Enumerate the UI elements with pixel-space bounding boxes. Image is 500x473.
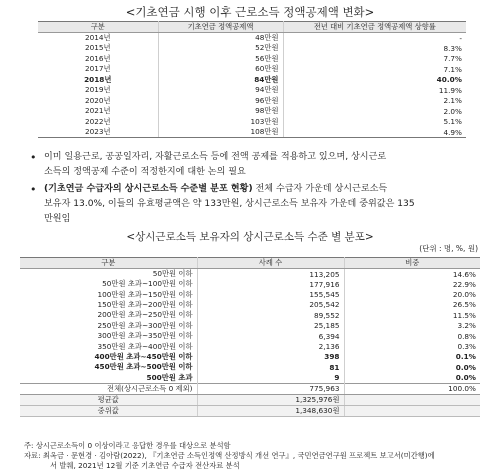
case-count-cell: 205,542 [197,300,344,310]
table-row [38,96,466,107]
increase-rate-cell: 7.1% [443,64,462,74]
income-range-cell: 350만원 초과~400만원 이하 [20,341,197,351]
table-row [20,383,480,394]
table-row [38,127,466,138]
column-header: 기초연금 정액공제액 [158,22,283,33]
share-cell: 20.0% [452,290,476,300]
year-cell: 2021년 [38,106,158,117]
stat-value-cell: 1,348,630원 [197,405,344,416]
income-range-cell: 300만원 초과~350만원 이하 [20,331,197,341]
share-cell: 14.6% [452,269,476,279]
column-header: 구분 [38,22,158,33]
bullet1-line2: 소득의 정액공제 수준이 적정한지에 대한 논의 필요 [44,167,246,177]
case-count-cell: 155,545 [197,289,344,299]
bullet2-line1: 전체 수급자 가운데 상시근로소득 [252,184,388,194]
table-row [38,117,466,128]
bullet-icon: • [30,183,37,196]
stat-label-cell: 평균값 [20,394,197,405]
table1-title: <기초연금 시행 이후 근로소득 정액공제액 변화> [125,5,375,19]
deduction-cell: 48만원 [158,33,283,44]
increase-rate-cell: 4.9% [283,127,466,138]
case-count-cell: 6,394 [197,331,344,341]
income-range-cell: 450만원 초과~500만원 이하 [20,362,197,372]
case-count-cell: 775,963 [197,383,344,394]
bullet2-heading: (기초연금 수급자의 상시근로소득 수준별 분포 현황) [44,184,253,194]
deduction-cell: 103만원 [158,117,283,128]
table-row [38,106,466,117]
table-header-row [38,22,466,33]
column-header: 비중 [344,258,480,269]
stat-value-cell: 1,325,976원 [197,394,344,405]
table-row [20,269,480,280]
increase-rate-cell: - [459,33,462,43]
note-source-cont: 서 발췌, 2021년 12월 기준 기초연금 수급자 전산자료 분석 [50,461,240,470]
notes [24,441,435,471]
case-count-cell: 9 [197,373,344,384]
increase-rate-cell: 40.0% [436,75,462,85]
deduction-cell: 52만원 [158,43,283,54]
table-row [20,279,480,289]
income-range-cell: 50만원 이하 [20,269,197,280]
year-cell: 2014년 [38,33,158,44]
deduction-cell: 56만원 [158,54,283,65]
case-count-cell: 81 [197,362,344,372]
table-row [38,64,466,75]
column-header: 전년 대비 기초연금 정액공제액 상향률 [283,22,466,33]
note-main: 주: 상시근로소득이 0 이상이라고 응답한 경우를 대상으로 분석함 [24,441,231,450]
table-header-row [20,258,480,269]
deduction-cell: 96만원 [158,96,283,107]
share-cell: 100.0% [344,383,480,394]
increase-rate-cell: 11.9% [438,85,462,95]
table-row [20,321,480,331]
bullet-discussion [30,150,386,180]
table-row [38,75,466,86]
share-cell: 26.5% [452,300,476,310]
stat-empty-cell [344,405,480,416]
deduction-cell: 60만원 [158,64,283,75]
case-count-cell: 89,552 [197,310,344,320]
share-cell: 0.8% [457,331,476,341]
year-cell: 2023년 [38,127,158,138]
increase-rate-cell: 8.3% [443,43,462,53]
deduction-cell: 94만원 [158,85,283,96]
income-range-cell: 150만원 초과~200만원 이하 [20,300,197,310]
table-row [20,310,480,320]
case-count-cell: 113,205 [197,269,344,280]
increase-rate-cell: 5.1% [443,117,462,127]
income-range-cell: 250만원 초과~300만원 이하 [20,321,197,331]
deduction-cell: 84만원 [158,75,283,86]
year-cell: 2017년 [38,64,158,75]
income-range-cell: 100만원 초과~150만원 이하 [20,289,197,299]
table-row [20,331,480,341]
deduction-cell: 108만원 [158,127,283,138]
share-cell: 0.1% [455,352,476,362]
stat-label-cell: 중위값 [20,405,197,416]
year-cell: 2020년 [38,96,158,107]
year-cell: 2015년 [38,43,158,54]
column-header: 구분 [20,258,197,269]
table-row [20,362,480,372]
bullet-distribution [30,182,415,227]
bullet2-line2: 보유자 13.0%, 이들의 유효평균액은 약 133만원, 상시근로소득 보유자 가운데 중위값은 135 [44,199,415,209]
case-count-cell: 2,136 [197,341,344,351]
column-header: 사례 수 [197,258,344,269]
increase-rate-cell: 2.0% [443,106,462,116]
share-cell: 0.3% [457,342,476,352]
table-row [20,300,480,310]
year-cell: 2022년 [38,117,158,128]
year-cell: 2016년 [38,54,158,65]
increase-rate-cell: 7.7% [443,54,462,64]
income-range-cell: 500만원 초과 [20,373,197,384]
income-distribution-table [20,257,480,417]
case-count-cell: 398 [197,352,344,362]
bullet1-line1: 이미 일용근로, 공공일자리, 자활근로소득 등에 전액 공제를 적용하고 있으며, 상시근로 [44,152,387,162]
case-count-cell: 177,916 [197,279,344,289]
year-cell: 2019년 [38,85,158,96]
share-cell: 11.5% [452,310,476,320]
table-row [20,373,480,384]
table-row [20,289,480,299]
share-cell: 22.9% [452,279,476,289]
table-row [38,43,466,54]
share-cell: 3.2% [457,321,476,331]
table-row [38,54,466,65]
increase-rate-cell: 2.1% [443,96,462,106]
bullet2-line3: 만원임 [44,214,71,224]
income-range-cell: 400만원 초과~450만원 이하 [20,352,197,362]
income-range-cell: 50만원 초과~100만원 이하 [20,279,197,289]
case-count-cell: 25,185 [197,321,344,331]
year-cell: 2018년 [38,75,158,86]
stat-empty-cell [344,394,480,405]
share-cell: 0.0% [455,373,476,383]
unit-label: (단위 : 명, %, 원) [419,244,478,253]
bullet-icon: • [30,151,37,164]
income-range-cell: 전체(상시근로소득 0 제외) [20,383,197,394]
deduction-cell: 98만원 [158,106,283,117]
income-range-cell: 200만원 초과~250만원 이하 [20,310,197,320]
table2-title: <상시근로소득 보유자의 상시근로소득 수준 별 분포> [126,231,374,243]
table-row [38,33,466,44]
pension-deduction-table [38,21,466,138]
table-row [38,85,466,96]
share-cell: 0.0% [455,362,476,372]
table-row [20,341,480,351]
table-row [20,352,480,362]
stat-row [20,405,480,416]
stat-row [20,394,480,405]
note-source: 자료: 최옥금 · 문현경 · 김아람(2022), 『기초연금 소득인정액 산정방식 개선 연구』, 국민연금연구원 프로젝트 보고서(미간행)에 [24,451,435,460]
